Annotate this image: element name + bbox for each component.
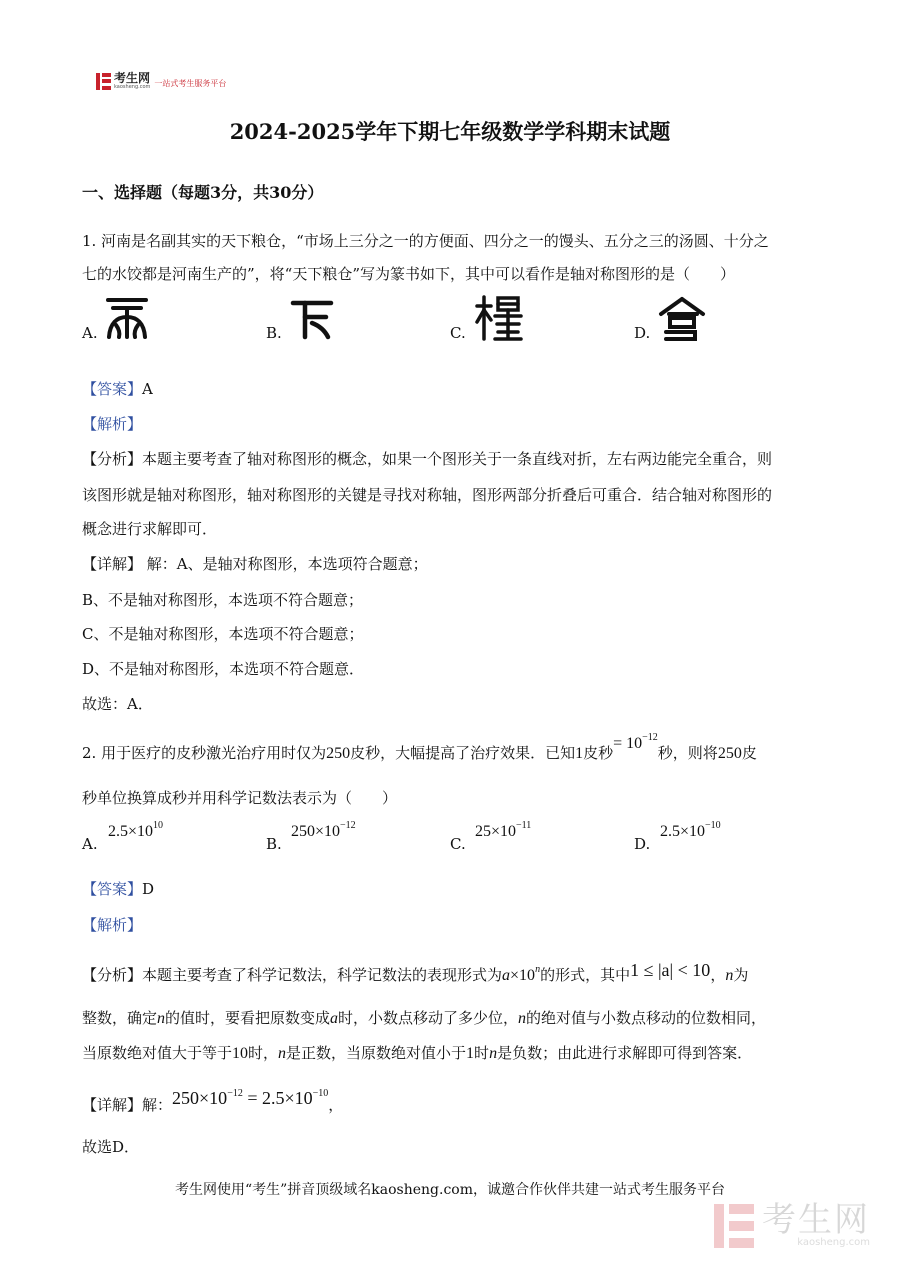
q2-fenxi-1b: 的形式，其中 [540, 966, 631, 984]
q2-fenxi-3c: 是正数，当原数绝对值小于 [286, 1044, 467, 1062]
seal-cang-glyph [657, 296, 707, 342]
q2-detail-pre: 解： [142, 1096, 173, 1114]
page-title: 2024-2025学年下期七年级数学学科期末试题 [229, 119, 671, 144]
q2-detail-equation [172, 1088, 328, 1108]
brand-logo [96, 72, 226, 90]
q2-option-a [108, 820, 163, 841]
q1-conclusion: 故选：A． [82, 695, 153, 713]
q1-option-c-label: C. [450, 324, 466, 342]
q2-detail-exp-b: −10 [312, 1088, 329, 1099]
watermark-name: 考生网 [762, 1200, 870, 1240]
q2-n-var-5: n [489, 1045, 498, 1062]
q2-stem-b: 皮秒，大幅提高了治疗效果．已知 [350, 744, 576, 762]
q2-value-250b: 250 [717, 745, 742, 762]
q1-option-a-label: A. [82, 324, 98, 342]
q1-detail-4: D、不是轴对称图形，本选项不符合题意． [82, 660, 365, 678]
q2-option-c-base: 25×10 [475, 823, 517, 840]
q2-value-10: 10 [232, 1045, 249, 1062]
q2-option-d-exp: −10 [705, 820, 721, 831]
q2-option-d-base: 2.5×10 [660, 823, 706, 840]
q1-detail-label: 【详解】 [82, 555, 143, 573]
q2-option-b-label: B. [266, 835, 282, 853]
q2-answer-label: 【答案】 [82, 880, 143, 898]
seal-liang-glyph [474, 294, 524, 342]
seal-tian-glyph [102, 295, 152, 341]
q2-fenxi-3e: 是负数；由此进行求解即可得到答案． [497, 1044, 753, 1062]
q2-fenxi-1c: ， [710, 966, 726, 984]
q2-inequality: 1 ≤ |a| < 10 [630, 960, 711, 980]
brand-name: 考生网 [114, 71, 151, 85]
q2-n-var-1: n [725, 967, 734, 984]
q1-analysis-label: 【解析】 [82, 415, 143, 433]
q2-picosecond-eq [613, 732, 658, 752]
q2-option-d-label: D. [634, 835, 651, 853]
q2-fenxi-3a: 当原数绝对值大于等于 [82, 1044, 233, 1062]
seal-xia-glyph [290, 297, 334, 341]
q2-form [502, 964, 541, 984]
q2-stem-e: 皮 [741, 744, 757, 762]
q2-fenxi-line3 [82, 1043, 752, 1064]
q1-detail-1: 解：A、是轴对称图形，本选项符合题意； [142, 555, 428, 573]
q2-detail-label: 【详解】 [82, 1096, 143, 1114]
q2-stem-c: 皮秒 [583, 744, 614, 762]
q1-answer-label: 【答案】 [82, 380, 143, 398]
q2-option-a-exp: 10 [153, 820, 164, 831]
q2-fenxi-3d: 时 [474, 1044, 490, 1062]
q2-detail-eq-a: 250×10 [172, 1088, 228, 1108]
q1-stem-line2: 七的水饺都是河南生产的”，将“天下粮仓”写为篆书如下，其中可以看作是轴对称图形的是（ ） [82, 265, 736, 283]
q1-option-d-label: D. [634, 324, 651, 342]
q2-conclusion: 故选D． [82, 1138, 140, 1156]
q2-option-b-exp: −12 [340, 820, 356, 831]
q2-option-a-base: 2.5×10 [108, 823, 154, 840]
q2-eq-exp: −12 [642, 732, 658, 743]
q2-stem-a: 2. 用于医疗的皮秒激光治疗用时仅为 [82, 744, 327, 762]
page-footer: 考生网使用“考生”拼音顶级域名kaosheng.com，诚邀合作伙伴共建一站式考生服务平台 [174, 1182, 726, 1198]
q2-detail-line [82, 1090, 343, 1115]
q2-option-d [660, 820, 721, 841]
q2-value-1: 1 [575, 745, 584, 762]
q2-option-a-label: A. [82, 835, 98, 853]
q2-fenxi-2c: 时，小数点移动了多少位， [338, 1009, 519, 1027]
q2-form-a: a [502, 967, 511, 984]
q2-stem-d: 秒，则将 [657, 744, 718, 762]
q2-fenxi-2a: 整数，确定 [82, 1009, 158, 1027]
q2-fenxi-1d: 为 [733, 966, 749, 984]
q2-a-var: a [330, 1010, 339, 1027]
q1-fenxi-label: 【分析】 [82, 450, 143, 468]
q2-fenxi-label: 【分析】 [82, 966, 143, 984]
q2-n-var-3: n [518, 1010, 527, 1027]
q2-fenxi-2b: 的值时，要看把原数变成 [165, 1009, 331, 1027]
brand-domain: kaosheng.com [114, 84, 151, 90]
q2-n-var-4: n [278, 1045, 287, 1062]
q2-option-b [291, 820, 356, 841]
q2-fenxi-line2 [82, 1008, 766, 1029]
q2-form-x: ×10 [510, 967, 536, 984]
q2-detail-exp-a: −12 [227, 1088, 243, 1099]
watermark [714, 1200, 870, 1248]
q2-value-1b: 1 [466, 1045, 475, 1062]
q2-option-c [475, 820, 531, 841]
q2-option-c-exp: −11 [516, 820, 532, 831]
q2-analysis-label: 【解析】 [82, 916, 143, 934]
brand-slogan: 一站式考生服务平台 [154, 78, 227, 88]
q1-stem-line1: 1. 河南是名副其实的天下粮仓，“市场上三分之一的方便面、四分之一的馒头、五分之三的汤圆、十分之 [82, 232, 769, 250]
q2-fenxi-line1 [82, 960, 748, 986]
q2-stem-line1 [82, 732, 757, 764]
watermark-domain: kaosheng.com [797, 1237, 870, 1248]
q1-fenxi-3: 概念进行求解即可． [82, 520, 218, 538]
q2-detail-eq-b: = 2.5×10 [242, 1088, 313, 1108]
q2-form-n: n [535, 964, 541, 975]
brand-mark-icon [96, 73, 111, 90]
q1-fenxi-1: 本题主要考查了轴对称图形的概念，如果一个图形关于一条直线对折，左右两边能完全重合，则 [142, 450, 773, 468]
q2-option-c-label: C. [450, 835, 466, 853]
q2-fenxi-1a: 本题主要考查了科学记数法，科学记数法的表现形式为 [142, 966, 503, 984]
q2-answer: D [142, 880, 155, 898]
q2-option-b-base: 250×10 [291, 823, 341, 840]
q2-stem-line2: 秒单位换算成秒并用科学记数法表示为（ ） [82, 789, 398, 807]
q1-detail-3: C、不是轴对称图形，本选项不符合题意； [82, 625, 364, 643]
q1-answer: A [142, 380, 153, 398]
q2-fenxi-2d: 的绝对值与小数点移动的位数相同， [526, 1009, 767, 1027]
q1-fenxi-2: 该图形就是轴对称图形，轴对称图形的关键是寻找对称轴，图形两部分折叠后可重合．结合轴对称图形的 [82, 486, 773, 504]
q1-option-b-label: B. [266, 324, 282, 342]
q1-detail-2: B、不是轴对称图形，本选项不符合题意； [82, 591, 364, 609]
q2-detail-post: ， [328, 1096, 344, 1114]
q2-fenxi-3b: 时， [248, 1044, 279, 1062]
watermark-mark-icon [714, 1204, 754, 1248]
q2-value-250: 250 [326, 745, 351, 762]
section-heading: 一、选择题（每题3分，共30分） [82, 183, 324, 202]
q2-eq-base: = 10 [613, 735, 643, 752]
q2-n-var-2: n [157, 1010, 166, 1027]
